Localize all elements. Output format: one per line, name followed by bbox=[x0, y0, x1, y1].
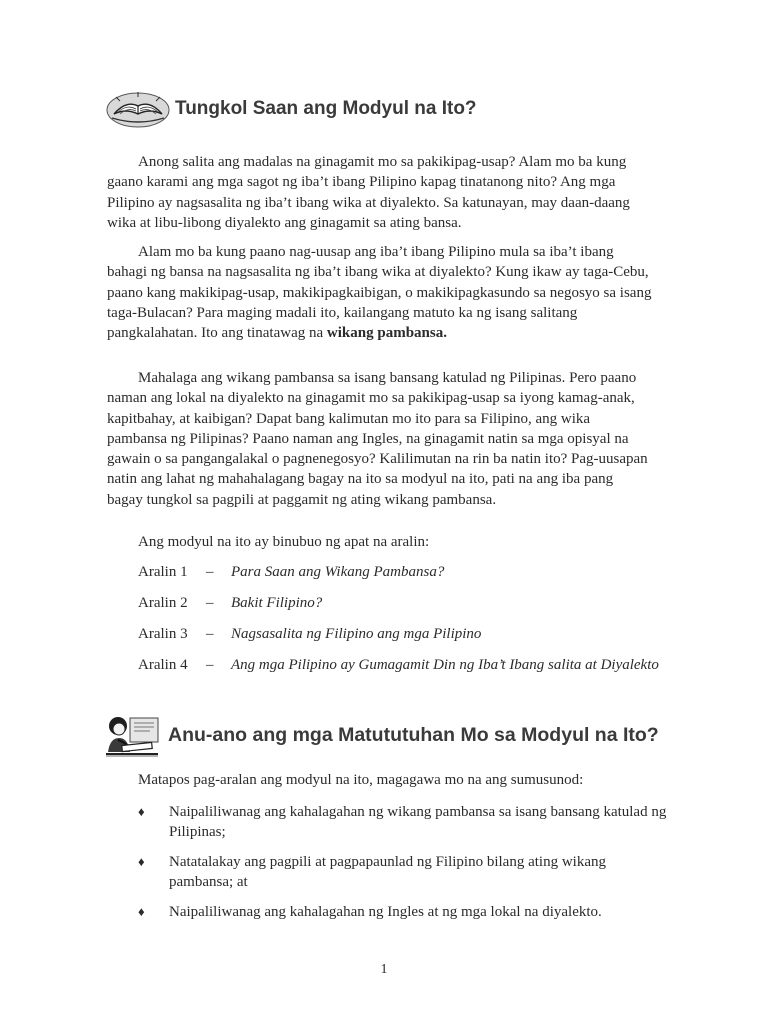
page-number: 1 bbox=[380, 962, 388, 977]
lesson-label: Aralin 3 bbox=[138, 626, 188, 642]
lesson-title: Nagsasalita ng Filipino ang mga Pilipino bbox=[231, 626, 482, 642]
section-heading-text: Anu-ano ang mga Matututuhan Mo sa Modyul na Ito? bbox=[168, 723, 659, 746]
section-heading-learning-outcomes bbox=[104, 712, 659, 758]
diamond-bullet-icon: ♦ bbox=[138, 804, 145, 819]
lesson-dash: – bbox=[206, 626, 214, 642]
diamond-bullet-icon: ♦ bbox=[138, 854, 145, 869]
paragraph-intro: Anong salita ang madalas na ginagamit mo sa pakikipag-usap? Alam mo ba kung gaano karami ang mga sagot ng iba’t ibang Pilipino kapag tinatanong nito? Ang mga Pilipino ay nagsasalita ng iba’t ibang wika at diyalekto. Sa katunayan, may daan-daang wika at libu-libong diyalekto ang ginagamit sa ating bansa. bbox=[107, 154, 630, 231]
lesson-dash: – bbox=[206, 657, 214, 673]
lesson-label: Aralin 1 bbox=[138, 564, 188, 580]
lesson-label: Aralin 2 bbox=[138, 595, 188, 611]
lesson-label: Aralin 4 bbox=[138, 657, 188, 673]
open-book-icon bbox=[106, 88, 170, 130]
paragraph-lessons-intro: Ang modyul na ito ay binubuo ng apat na aralin: bbox=[138, 534, 430, 550]
outcome-text: Natatalakay ang pagpili at pagpapaunlad ng Filipino bilang ating wikang pambansa; at bbox=[169, 854, 606, 891]
lesson-title: Bakit Filipino? bbox=[231, 595, 323, 611]
paragraph-text: Alam mo ba kung paano nag-uusap ang iba’t ibang Pilipino mula sa iba’t ibang bahagi ng bansa na nagsasalita ng iba’t ibang wika at diyalekto? Kung ikaw ay taga-Cebu, paano kang makikipag-usap, makikipagkaibigan, o makikipagkasundo sa negosyo sa isang taga-Bulacan? Para maging madali ito, kailangang matuto ka ng isang salitang pangkalahatan. Ito ang tinatawag na bbox=[107, 244, 652, 342]
lesson-dash: – bbox=[206, 595, 214, 611]
section-heading-text: Tungkol Saan ang Modyul na Ito? bbox=[175, 98, 477, 119]
lesson-title: Ang mga Pilipino ay Gumagamit Din ng Iba’t Ibang salita at Diyalekto bbox=[231, 657, 659, 673]
section-heading-about-module bbox=[106, 88, 477, 130]
diamond-bullet-icon: ♦ bbox=[138, 904, 145, 919]
lesson-title: Para Saan ang Wikang Pambansa? bbox=[231, 564, 445, 580]
outcome-text: Naipaliliwanag ang kahalagahan ng Ingles at ng mga lokal na diyalekto. bbox=[169, 904, 602, 920]
student-studying-icon bbox=[104, 712, 160, 758]
paragraph-national-language bbox=[107, 242, 652, 343]
paragraph-importance: Mahalaga ang wikang pambansa sa isang bansang katulad ng Pilipinas. Pero paano naman ang lokal na diyalekto na ginagamit mo sa pakikipag-usap sa iyong kamag-anak, kapitbahay, at kaibigan? Dapat bang kalimutan mo ito para sa Filipino, ang wika pambansa ng Pilipinas? Paano naman ang Ingles, na ginagamit natin sa mga opisyal na gawain o sa pangangalakal o pagnenegosyo? Kalilimutan na rin ba natin ito? Pag-uusapan natin ang lahat ng mahahalagang bagay na ito sa modyul na ito, pati na ang iba pang bagay tungkol sa pagpili at paggamit ng ating wikang pambansa. bbox=[107, 370, 648, 508]
bold-term: wikang pambansa. bbox=[326, 325, 447, 342]
outcome-text: Naipaliliwanag ang kahalagahan ng wikang pambansa sa isang bansang katulad ng Pilipinas; bbox=[169, 804, 667, 841]
paragraph-outcomes-intro: Matapos pag-aralan ang modyul na ito, magagawa mo na ang sumusunod: bbox=[138, 772, 584, 788]
lesson-dash: – bbox=[206, 564, 214, 580]
